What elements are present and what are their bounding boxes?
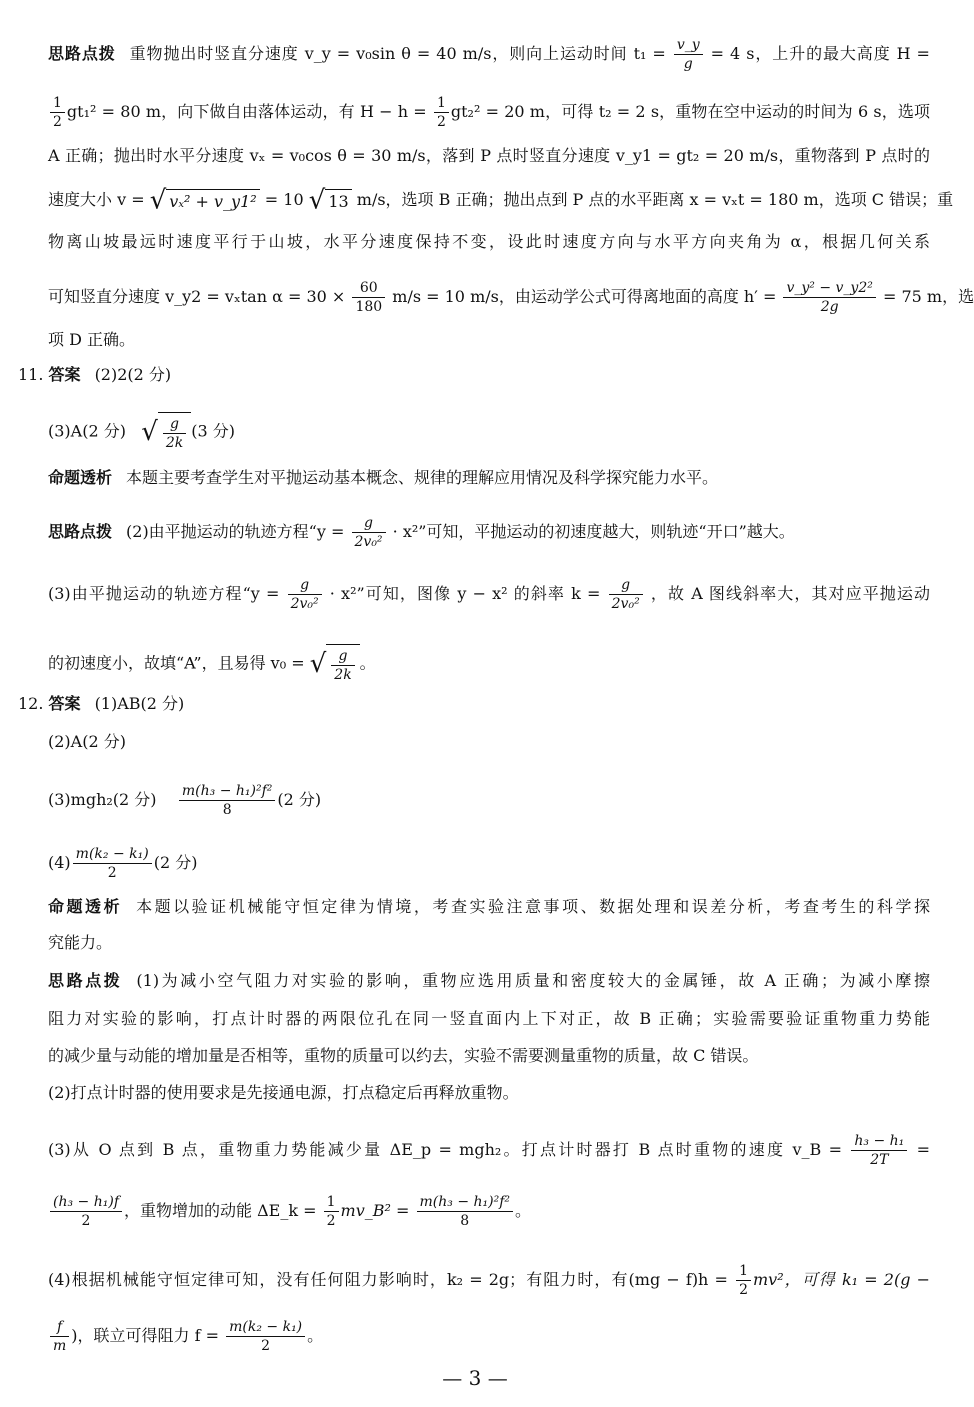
- fraction: $\frac{\text{h₃ − h₁}}{2T}$: [851, 1132, 907, 1169]
- fraction: $\frac{\text{m(h₃ − h₁)²f²}}{8}$: [417, 1193, 514, 1230]
- q11-answer-2: (3)A(2 分) √ $\frac{g}{2k}$ (3 分): [48, 412, 930, 452]
- q12-hint-line-2: 阻力对实验的影响，打点计时器的两限位孔在同一竖直面内上下对正，故 B 正确；实验需要验证重物重力势能: [48, 1009, 930, 1028]
- q12-answer-2: (2)A(2 分): [48, 732, 126, 751]
- q10-text: gt₁² = 80 m，向下做自由落体运动，有 H − h =: [66, 102, 427, 121]
- q12-answer-1: (1)AB(2 分): [94, 694, 185, 713]
- page-number: — 3 —: [442, 1366, 508, 1390]
- fraction: $\frac{\text{v\_y² − v\_y2²}}{2g}$: [783, 279, 875, 316]
- fraction: $\frac{1}{2}$: [736, 1262, 751, 1299]
- q10-text: 重物抛出时竖直分速度 v_y = v₀sin θ = 40 m/s，则向上运动时间 t₁ =: [129, 44, 666, 63]
- fraction: $\frac{g}{2k}$: [331, 647, 354, 684]
- fraction: $\frac{1}{2}$: [324, 1193, 339, 1230]
- fraction: $\frac{g}{2k}$: [163, 415, 186, 452]
- q12-hint-line-3: 的减少量与动能的增加量是否相等，重物的质量可以约去，实验不需要测量重物的质量，故 C 错误。: [48, 1046, 759, 1065]
- q10-hint-line-1: [48, 36, 930, 73]
- q12-hint-label: 思路点拨: [48, 971, 123, 990]
- q12-hint-line-4: (2)打点计时器的使用要求是先接通电源，打点稳定后再释放重物。: [48, 1083, 519, 1102]
- fraction: $\frac{1}{2}$: [434, 94, 449, 131]
- q10-hint-label: 思路点拨: [48, 44, 116, 63]
- q10-text: 速度大小 v =: [48, 190, 145, 209]
- square-root: √ vₓ² + v_y1²: [150, 189, 260, 212]
- q10-hint-line-3: A 正确；抛出时水平分速度 vₓ = v₀cos θ = 30 m/s，落到 P 点时竖直分速度 v_y1 = gt₂ = 20 m/s，重物落到 P 点时的: [48, 146, 930, 165]
- q11-hint-line-3: 的初速度小，故填“A”，且易得 v₀ = √ $\frac{g}{2k}$ 。: [48, 644, 930, 684]
- q10-text: 可知竖直分速度 v_y2 = vₓtan α = 30 ×: [48, 287, 346, 306]
- square-root: √ 13: [309, 189, 352, 212]
- q12-answer-3: (3)mgh₂(2 分) $\frac{\text{m(h₃ − h₁)²f²}}{8}$ (2 分): [48, 783, 322, 818]
- fraction: $\frac{\text{m(k₂ − k₁)}}{2}$: [226, 1318, 305, 1355]
- fraction: $\frac{f}{m}$: [50, 1318, 69, 1355]
- q10-text: m/s = 10 m/s，由运动学公式可得离地面的高度 h′ =: [392, 287, 777, 306]
- q12-hint-line-6: $\frac{\text{(h₃ − h₁)f}}{2}$ ，重物增加的动能 ΔE_k = $\frac{1}{2}$ mv_B² = $\frac{\text{m(h₃ − h₁)²f²}}{8}$ 。: [48, 1193, 930, 1230]
- q12-answer-4: (4) $\frac{\text{m(k₂ − k₁)}}{2}$ (2 分): [48, 846, 198, 881]
- q12-hint-line-8: $\frac{f}{m}$ )，联立可得阻力 f = $\frac{\text{m(k₂ − k₁)}}{2}$ 。: [48, 1318, 930, 1355]
- q11-answer-line: [18, 365, 918, 385]
- q10-hint-line-5: 物离山坡最远时速度平行于山坡，水平分速度保持不变，设此时速度方向与水平方向夹角为 α，根据几何关系: [48, 232, 930, 251]
- q11-intent-text: 本题主要考查学生对平抛运动基本概念、规律的理解应用情况及科学探究能力水平。: [126, 468, 719, 487]
- q12-hint-line-5: (3)从 O 点到 B 点，重物重力势能减少量 ΔE_p = mgh₂。打点计时器打 B 点时重物的速度 v_B = $\frac{\text{h₃ − h₁}}{2T}$ =: [48, 1133, 930, 1168]
- q11-intent-line: [48, 468, 930, 488]
- q11-answer-label: 答案: [48, 365, 81, 384]
- q10-hint-line-4: [48, 185, 954, 216]
- q12-hint-line-1: 思路点拨 (1)为减小空气阻力对实验的影响，重物应选用质量和密度较大的金属锤，故 A 正确；为减小摩擦: [48, 971, 930, 990]
- q12-intent-line-1: 命题透析 本题以验证机械能守恒定律为情境，考查实验注意事项、数据处理和误差分析，考查考生的科学探: [48, 897, 930, 916]
- q12-number: 12.: [18, 694, 44, 713]
- q12-answer-line: [18, 694, 918, 714]
- q10-text: = 4 s，上升的最大高度 H =: [710, 44, 930, 63]
- fraction: $\frac{\text{(h₃ − h₁)f}}{2}$: [50, 1193, 122, 1230]
- fraction: $\frac{\text{m(k₂ − k₁)}}{2}$: [73, 845, 152, 882]
- square-root: √ $\frac{g}{2k}$: [141, 412, 191, 452]
- q10-text: = 10: [264, 190, 304, 209]
- fraction: $\frac{g}{\text{2v₀²}}$: [352, 514, 386, 551]
- q10-text: m/s，选项 B 正确；抛出点到 P 点的水平距离 x = vₓt = 180 m，选项 C 错误；重: [356, 190, 954, 209]
- fraction: $\frac{g}{\text{2v₀²}}$: [609, 576, 643, 613]
- square-root: √ $\frac{g}{2k}$: [310, 644, 360, 684]
- q12-intent-line-2: 究能力。: [48, 933, 113, 952]
- fraction: $\frac{v\_y}{g}$: [674, 36, 703, 73]
- q10-hint-line-6: [48, 279, 974, 316]
- q10-text: gt₂² = 20 m，可得 t₂ = 2 s，重物在空中运动的时间为 6 s，选项: [450, 102, 930, 121]
- q11-hint-line-1: 思路点拨 (2)由平抛运动的轨迹方程“y = $\frac{g}{\text{2v₀²}}$ · x²”可知，平抛运动的初速度越大，则轨迹“开口”越大。: [48, 515, 795, 550]
- fraction: $\frac{1}{2}$: [50, 94, 65, 131]
- q11-hint-line-2: (3)由平抛运动的轨迹方程“y = $\frac{g}{\text{2v₀²}}$ · x²”可知，图像 y − x² 的斜率 k = $\frac{g}{\text{2v₀²}}$ ，故 A 图线斜率大，其对应平抛运动: [48, 577, 930, 612]
- q11-number: 11.: [18, 365, 44, 384]
- q12-intent-label: 命题透析: [48, 897, 123, 916]
- fraction: $\frac{60}{180}$: [352, 279, 385, 316]
- q12-hint-line-7: (4)根据机械能守恒定律可知，没有任何阻力影响时，k₂ = 2g；有阻力时，有(mg − f)h = $\frac{1}{2}$ mv²，可得 k₁ = 2(g −: [48, 1263, 930, 1298]
- fraction: $\frac{g}{\text{2v₀²}}$: [288, 576, 322, 613]
- q10-text: = 75 m，选: [882, 287, 974, 306]
- q11-intent-label: 命题透析: [48, 468, 113, 487]
- fraction: $\frac{\text{m(h₃ − h₁)²f²}}{8}$: [179, 782, 276, 819]
- q10-hint-line-2: [48, 94, 930, 131]
- q12-answer-label: 答案: [48, 694, 81, 713]
- q10-hint-line-7: 项 D 正确。: [48, 330, 136, 349]
- q11-hint-label: 思路点拨: [48, 522, 113, 541]
- q11-answer-1: (2)2(2 分): [94, 365, 172, 384]
